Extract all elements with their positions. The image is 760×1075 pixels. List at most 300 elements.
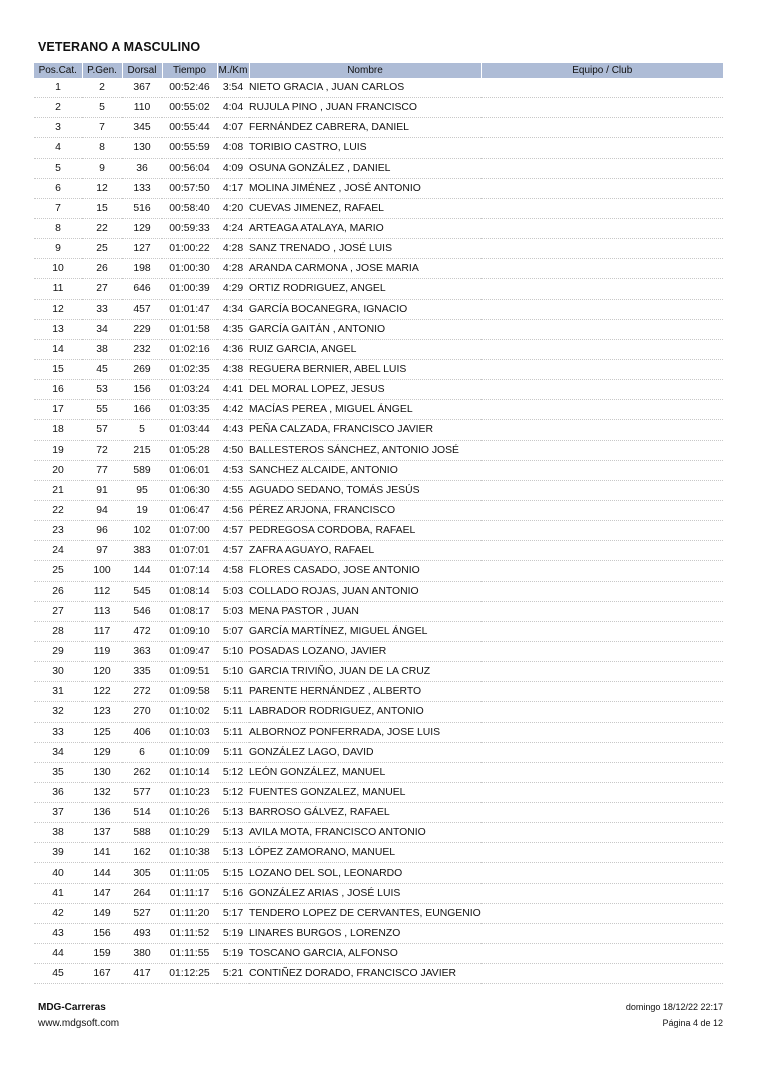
cell-ritmo: 5:19 bbox=[217, 944, 249, 964]
cell-dorsal: 269 bbox=[122, 359, 162, 379]
cell-equipo bbox=[481, 581, 723, 601]
cell-nombre: FUENTES GONZALEZ, MANUEL bbox=[249, 782, 481, 802]
cell-tiempo: 01:10:02 bbox=[162, 702, 217, 722]
cell-pos-cat: 44 bbox=[34, 944, 82, 964]
cell-nombre: GARCÍA GAITÁN , ANTONIO bbox=[249, 319, 481, 339]
cell-pos-gen: 77 bbox=[82, 460, 122, 480]
cell-pos-cat: 30 bbox=[34, 662, 82, 682]
cell-equipo bbox=[481, 863, 723, 883]
table-row bbox=[34, 722, 723, 742]
cell-pos-gen: 136 bbox=[82, 803, 122, 823]
cell-dorsal: 95 bbox=[122, 480, 162, 500]
cell-ritmo: 4:41 bbox=[217, 380, 249, 400]
table-row bbox=[34, 259, 723, 279]
cell-pos-gen: 2 bbox=[82, 78, 122, 98]
cell-tiempo: 01:02:16 bbox=[162, 339, 217, 359]
cell-pos-cat: 7 bbox=[34, 198, 82, 218]
cell-pos-cat: 22 bbox=[34, 500, 82, 520]
cell-nombre: PEDREGOSA CORDOBA, RAFAEL bbox=[249, 521, 481, 541]
cell-nombre: MACÍAS PEREA , MIGUEL ÁNGEL bbox=[249, 400, 481, 420]
table-row bbox=[34, 903, 723, 923]
cell-nombre: ARTEAGA ATALAYA, MARIO bbox=[249, 218, 481, 238]
cell-equipo bbox=[481, 621, 723, 641]
table-row bbox=[34, 541, 723, 561]
cell-equipo bbox=[481, 420, 723, 440]
cell-pos-gen: 15 bbox=[82, 198, 122, 218]
cell-ritmo: 4:29 bbox=[217, 279, 249, 299]
table-row bbox=[34, 319, 723, 339]
cell-dorsal: 110 bbox=[122, 98, 162, 118]
cell-pos-gen: 55 bbox=[82, 400, 122, 420]
cell-pos-cat: 42 bbox=[34, 903, 82, 923]
cell-ritmo: 5:19 bbox=[217, 923, 249, 943]
cell-equipo bbox=[481, 843, 723, 863]
cell-pos-gen: 22 bbox=[82, 218, 122, 238]
cell-tiempo: 01:10:38 bbox=[162, 843, 217, 863]
table-row bbox=[34, 158, 723, 178]
table-row bbox=[34, 641, 723, 661]
cell-pos-gen: 125 bbox=[82, 722, 122, 742]
cell-dorsal: 262 bbox=[122, 762, 162, 782]
cell-nombre: TORIBIO CASTRO, LUIS bbox=[249, 138, 481, 158]
cell-pos-cat: 33 bbox=[34, 722, 82, 742]
cell-pos-cat: 21 bbox=[34, 480, 82, 500]
cell-ritmo: 5:03 bbox=[217, 581, 249, 601]
cell-tiempo: 01:06:01 bbox=[162, 460, 217, 480]
cell-dorsal: 129 bbox=[122, 218, 162, 238]
cell-nombre: LABRADOR RODRIGUEZ, ANTONIO bbox=[249, 702, 481, 722]
cell-tiempo: 01:03:44 bbox=[162, 420, 217, 440]
table-row bbox=[34, 78, 723, 98]
results-table bbox=[34, 63, 723, 984]
table-row bbox=[34, 279, 723, 299]
cell-equipo bbox=[481, 178, 723, 198]
cell-equipo bbox=[481, 702, 723, 722]
cell-dorsal: 102 bbox=[122, 521, 162, 541]
category-title: VETERANO A MASCULINO bbox=[38, 40, 201, 54]
cell-ritmo: 5:11 bbox=[217, 722, 249, 742]
cell-ritmo: 4:57 bbox=[217, 521, 249, 541]
cell-ritmo: 4:42 bbox=[217, 400, 249, 420]
cell-dorsal: 527 bbox=[122, 903, 162, 923]
cell-nombre: FERNÁNDEZ CABRERA, DANIEL bbox=[249, 118, 481, 138]
cell-dorsal: 264 bbox=[122, 883, 162, 903]
cell-equipo bbox=[481, 158, 723, 178]
cell-pos-gen: 156 bbox=[82, 923, 122, 943]
cell-ritmo: 4:34 bbox=[217, 299, 249, 319]
cell-pos-gen: 141 bbox=[82, 843, 122, 863]
cell-nombre: REGUERA BERNIER, ABEL LUIS bbox=[249, 359, 481, 379]
cell-ritmo: 5:17 bbox=[217, 903, 249, 923]
cell-dorsal: 380 bbox=[122, 944, 162, 964]
cell-ritmo: 5:10 bbox=[217, 662, 249, 682]
cell-ritmo: 4:58 bbox=[217, 561, 249, 581]
cell-pos-cat: 26 bbox=[34, 581, 82, 601]
cell-equipo bbox=[481, 218, 723, 238]
cell-equipo bbox=[481, 259, 723, 279]
table-row bbox=[34, 339, 723, 359]
cell-pos-cat: 5 bbox=[34, 158, 82, 178]
cell-pos-gen: 112 bbox=[82, 581, 122, 601]
cell-ritmo: 5:03 bbox=[217, 601, 249, 621]
cell-ritmo: 4:53 bbox=[217, 460, 249, 480]
cell-dorsal: 417 bbox=[122, 964, 162, 984]
table-row bbox=[34, 803, 723, 823]
table-row bbox=[34, 359, 723, 379]
cell-ritmo: 5:11 bbox=[217, 742, 249, 762]
table-row bbox=[34, 581, 723, 601]
cell-ritmo: 4:28 bbox=[217, 259, 249, 279]
cell-pos-gen: 100 bbox=[82, 561, 122, 581]
cell-dorsal: 5 bbox=[122, 420, 162, 440]
cell-pos-gen: 119 bbox=[82, 641, 122, 661]
cell-nombre: GONZÁLEZ LAGO, DAVID bbox=[249, 742, 481, 762]
table-row bbox=[34, 621, 723, 641]
cell-tiempo: 00:55:02 bbox=[162, 98, 217, 118]
cell-ritmo: 4:57 bbox=[217, 541, 249, 561]
table-row bbox=[34, 380, 723, 400]
cell-ritmo: 5:10 bbox=[217, 641, 249, 661]
cell-tiempo: 01:11:17 bbox=[162, 883, 217, 903]
cell-tiempo: 01:05:28 bbox=[162, 440, 217, 460]
cell-pos-gen: 5 bbox=[82, 98, 122, 118]
cell-tiempo: 01:06:30 bbox=[162, 480, 217, 500]
cell-equipo bbox=[481, 662, 723, 682]
cell-pos-gen: 159 bbox=[82, 944, 122, 964]
cell-ritmo: 4:56 bbox=[217, 500, 249, 520]
cell-pos-cat: 45 bbox=[34, 964, 82, 984]
cell-dorsal: 345 bbox=[122, 118, 162, 138]
table-row bbox=[34, 239, 723, 259]
cell-nombre: TENDERO LOPEZ DE CERVANTES, EUNGENIO bbox=[249, 903, 481, 923]
cell-equipo bbox=[481, 762, 723, 782]
cell-dorsal: 162 bbox=[122, 843, 162, 863]
cell-nombre: GONZÁLEZ ARIAS , JOSÉ LUIS bbox=[249, 883, 481, 903]
footer-website: www.mdgsoft.com bbox=[38, 1018, 120, 1029]
table-row bbox=[34, 198, 723, 218]
cell-dorsal: 363 bbox=[122, 641, 162, 661]
cell-dorsal: 36 bbox=[122, 158, 162, 178]
table-row bbox=[34, 138, 723, 158]
cell-equipo bbox=[481, 440, 723, 460]
cell-pos-gen: 12 bbox=[82, 178, 122, 198]
cell-tiempo: 01:09:51 bbox=[162, 662, 217, 682]
cell-pos-cat: 13 bbox=[34, 319, 82, 339]
cell-ritmo: 5:15 bbox=[217, 863, 249, 883]
table-row bbox=[34, 460, 723, 480]
cell-tiempo: 01:11:55 bbox=[162, 944, 217, 964]
cell-pos-cat: 29 bbox=[34, 641, 82, 661]
cell-pos-gen: 8 bbox=[82, 138, 122, 158]
cell-ritmo: 4:38 bbox=[217, 359, 249, 379]
table-row bbox=[34, 601, 723, 621]
table-row bbox=[34, 682, 723, 702]
cell-equipo bbox=[481, 883, 723, 903]
cell-equipo bbox=[481, 480, 723, 500]
cell-tiempo: 01:10:23 bbox=[162, 782, 217, 802]
cell-nombre: RUJULA PINO , JUAN FRANCISCO bbox=[249, 98, 481, 118]
cell-tiempo: 01:08:14 bbox=[162, 581, 217, 601]
cell-tiempo: 01:03:24 bbox=[162, 380, 217, 400]
cell-pos-cat: 35 bbox=[34, 762, 82, 782]
cell-equipo bbox=[481, 279, 723, 299]
cell-pos-cat: 34 bbox=[34, 742, 82, 762]
cell-pos-gen: 53 bbox=[82, 380, 122, 400]
cell-nombre: LEÓN GONZÁLEZ, MANUEL bbox=[249, 762, 481, 782]
cell-tiempo: 00:56:04 bbox=[162, 158, 217, 178]
cell-equipo bbox=[481, 400, 723, 420]
footer-date: domingo 18/12/22 22:17 bbox=[625, 1002, 723, 1012]
cell-dorsal: 127 bbox=[122, 239, 162, 259]
cell-dorsal: 646 bbox=[122, 279, 162, 299]
cell-nombre: FLORES CASADO, JOSE ANTONIO bbox=[249, 561, 481, 581]
results-body bbox=[34, 78, 723, 984]
cell-equipo bbox=[481, 198, 723, 218]
table-row bbox=[34, 762, 723, 782]
cell-equipo bbox=[481, 500, 723, 520]
table-row bbox=[34, 662, 723, 682]
table-row bbox=[34, 500, 723, 520]
cell-tiempo: 01:03:35 bbox=[162, 400, 217, 420]
cell-ritmo: 4:07 bbox=[217, 118, 249, 138]
cell-pos-gen: 25 bbox=[82, 239, 122, 259]
cell-pos-cat: 17 bbox=[34, 400, 82, 420]
table-row bbox=[34, 480, 723, 500]
cell-ritmo: 4:50 bbox=[217, 440, 249, 460]
cell-tiempo: 01:00:30 bbox=[162, 259, 217, 279]
cell-pos-cat: 1 bbox=[34, 78, 82, 98]
cell-equipo bbox=[481, 239, 723, 259]
cell-pos-gen: 7 bbox=[82, 118, 122, 138]
table-row bbox=[34, 944, 723, 964]
cell-tiempo: 01:00:22 bbox=[162, 239, 217, 259]
table-row bbox=[34, 561, 723, 581]
cell-pos-cat: 15 bbox=[34, 359, 82, 379]
cell-pos-cat: 18 bbox=[34, 420, 82, 440]
table-row bbox=[34, 843, 723, 863]
cell-pos-cat: 36 bbox=[34, 782, 82, 802]
cell-tiempo: 01:07:00 bbox=[162, 521, 217, 541]
cell-equipo bbox=[481, 722, 723, 742]
cell-pos-gen: 123 bbox=[82, 702, 122, 722]
cell-ritmo: 4:17 bbox=[217, 178, 249, 198]
cell-pos-cat: 40 bbox=[34, 863, 82, 883]
cell-tiempo: 01:11:52 bbox=[162, 923, 217, 943]
cell-nombre: PÉREZ ARJONA, FRANCISCO bbox=[249, 500, 481, 520]
cell-ritmo: 5:21 bbox=[217, 964, 249, 984]
cell-nombre: ORTIZ RODRIGUEZ, ANGEL bbox=[249, 279, 481, 299]
cell-ritmo: 5:13 bbox=[217, 843, 249, 863]
cell-ritmo: 4:43 bbox=[217, 420, 249, 440]
cell-ritmo: 4:55 bbox=[217, 480, 249, 500]
cell-tiempo: 01:10:29 bbox=[162, 823, 217, 843]
cell-dorsal: 457 bbox=[122, 299, 162, 319]
cell-pos-gen: 96 bbox=[82, 521, 122, 541]
cell-pos-gen: 9 bbox=[82, 158, 122, 178]
cell-equipo bbox=[481, 641, 723, 661]
cell-nombre: ARANDA CARMONA , JOSE MARIA bbox=[249, 259, 481, 279]
cell-dorsal: 229 bbox=[122, 319, 162, 339]
cell-tiempo: 00:55:44 bbox=[162, 118, 217, 138]
cell-ritmo: 5:11 bbox=[217, 682, 249, 702]
cell-dorsal: 272 bbox=[122, 682, 162, 702]
cell-tiempo: 01:12:25 bbox=[162, 964, 217, 984]
table-row bbox=[34, 823, 723, 843]
cell-nombre: CUEVAS JIMENEZ, RAFAEL bbox=[249, 198, 481, 218]
table-row bbox=[34, 218, 723, 238]
cell-ritmo: 5:11 bbox=[217, 702, 249, 722]
cell-equipo bbox=[481, 782, 723, 802]
table-row bbox=[34, 923, 723, 943]
cell-dorsal: 514 bbox=[122, 803, 162, 823]
col-header-nombre: Nombre bbox=[249, 63, 481, 78]
col-header-equipo: Equipo / Club bbox=[481, 63, 723, 78]
table-row bbox=[34, 178, 723, 198]
cell-equipo bbox=[481, 339, 723, 359]
cell-dorsal: 406 bbox=[122, 722, 162, 742]
cell-equipo bbox=[481, 521, 723, 541]
cell-pos-cat: 11 bbox=[34, 279, 82, 299]
cell-pos-gen: 147 bbox=[82, 883, 122, 903]
cell-nombre: ZAFRA AGUAYO, RAFAEL bbox=[249, 541, 481, 561]
cell-pos-gen: 167 bbox=[82, 964, 122, 984]
cell-pos-cat: 24 bbox=[34, 541, 82, 561]
cell-dorsal: 545 bbox=[122, 581, 162, 601]
cell-pos-cat: 8 bbox=[34, 218, 82, 238]
cell-tiempo: 00:59:33 bbox=[162, 218, 217, 238]
cell-tiempo: 01:08:17 bbox=[162, 601, 217, 621]
cell-pos-gen: 117 bbox=[82, 621, 122, 641]
cell-pos-cat: 23 bbox=[34, 521, 82, 541]
cell-ritmo: 3:54 bbox=[217, 78, 249, 98]
cell-pos-gen: 122 bbox=[82, 682, 122, 702]
table-row bbox=[34, 521, 723, 541]
cell-ritmo: 4:28 bbox=[217, 239, 249, 259]
cell-tiempo: 01:10:03 bbox=[162, 722, 217, 742]
table-row bbox=[34, 964, 723, 984]
cell-ritmo: 4:35 bbox=[217, 319, 249, 339]
cell-pos-cat: 2 bbox=[34, 98, 82, 118]
cell-pos-cat: 3 bbox=[34, 118, 82, 138]
cell-nombre: NIETO GRACIA , JUAN CARLOS bbox=[249, 78, 481, 98]
cell-tiempo: 01:10:09 bbox=[162, 742, 217, 762]
cell-pos-cat: 12 bbox=[34, 299, 82, 319]
cell-dorsal: 472 bbox=[122, 621, 162, 641]
cell-ritmo: 5:13 bbox=[217, 803, 249, 823]
cell-pos-cat: 31 bbox=[34, 682, 82, 702]
cell-pos-cat: 25 bbox=[34, 561, 82, 581]
cell-dorsal: 589 bbox=[122, 460, 162, 480]
cell-equipo bbox=[481, 118, 723, 138]
cell-pos-cat: 10 bbox=[34, 259, 82, 279]
cell-pos-cat: 19 bbox=[34, 440, 82, 460]
cell-pos-gen: 97 bbox=[82, 541, 122, 561]
cell-nombre: GARCIA TRIVIÑO, JUAN DE LA CRUZ bbox=[249, 662, 481, 682]
cell-pos-cat: 41 bbox=[34, 883, 82, 903]
table-row bbox=[34, 299, 723, 319]
col-header-pos-cat: Pos.Cat. bbox=[34, 63, 82, 78]
cell-ritmo: 4:08 bbox=[217, 138, 249, 158]
cell-nombre: GARCÍA MARTÍNEZ, MIGUEL ÁNGEL bbox=[249, 621, 481, 641]
cell-pos-gen: 33 bbox=[82, 299, 122, 319]
cell-tiempo: 01:07:01 bbox=[162, 541, 217, 561]
cell-nombre: COLLADO ROJAS, JUAN ANTONIO bbox=[249, 581, 481, 601]
cell-equipo bbox=[481, 923, 723, 943]
cell-ritmo: 4:24 bbox=[217, 218, 249, 238]
cell-pos-gen: 27 bbox=[82, 279, 122, 299]
cell-pos-cat: 38 bbox=[34, 823, 82, 843]
cell-equipo bbox=[481, 682, 723, 702]
cell-nombre: GARCÍA BOCANEGRA, IGNACIO bbox=[249, 299, 481, 319]
cell-pos-gen: 149 bbox=[82, 903, 122, 923]
cell-nombre: TOSCANO GARCIA, ALFONSO bbox=[249, 944, 481, 964]
cell-ritmo: 5:13 bbox=[217, 823, 249, 843]
col-header-ritmo: M./Km bbox=[218, 65, 248, 76]
cell-equipo bbox=[481, 319, 723, 339]
cell-pos-cat: 20 bbox=[34, 460, 82, 480]
cell-dorsal: 577 bbox=[122, 782, 162, 802]
cell-equipo bbox=[481, 299, 723, 319]
table-row bbox=[34, 440, 723, 460]
cell-tiempo: 01:06:47 bbox=[162, 500, 217, 520]
cell-dorsal: 130 bbox=[122, 138, 162, 158]
cell-tiempo: 01:02:35 bbox=[162, 359, 217, 379]
cell-dorsal: 367 bbox=[122, 78, 162, 98]
col-header-tiempo: Tiempo bbox=[162, 63, 217, 78]
cell-tiempo: 01:07:14 bbox=[162, 561, 217, 581]
cell-dorsal: 198 bbox=[122, 259, 162, 279]
cell-nombre: MENA PASTOR , JUAN bbox=[249, 601, 481, 621]
cell-tiempo: 01:00:39 bbox=[162, 279, 217, 299]
cell-nombre: SANZ TRENADO , JOSÉ LUIS bbox=[249, 239, 481, 259]
cell-pos-cat: 16 bbox=[34, 380, 82, 400]
cell-tiempo: 00:57:50 bbox=[162, 178, 217, 198]
cell-tiempo: 01:10:26 bbox=[162, 803, 217, 823]
cell-ritmo: 4:20 bbox=[217, 198, 249, 218]
cell-tiempo: 01:09:10 bbox=[162, 621, 217, 641]
cell-pos-gen: 91 bbox=[82, 480, 122, 500]
cell-nombre: ALBORNOZ PONFERRADA, JOSE LUIS bbox=[249, 722, 481, 742]
table-row bbox=[34, 883, 723, 903]
cell-pos-gen: 94 bbox=[82, 500, 122, 520]
cell-nombre: PARENTE HERNÁNDEZ , ALBERTO bbox=[249, 682, 481, 702]
cell-nombre: PEÑA CALZADA, FRANCISCO JAVIER bbox=[249, 420, 481, 440]
cell-nombre: BARROSO GÁLVEZ, RAFAEL bbox=[249, 803, 481, 823]
cell-equipo bbox=[481, 601, 723, 621]
cell-tiempo: 00:52:46 bbox=[162, 78, 217, 98]
cell-equipo bbox=[481, 742, 723, 762]
cell-tiempo: 01:09:47 bbox=[162, 641, 217, 661]
cell-pos-cat: 14 bbox=[34, 339, 82, 359]
cell-equipo bbox=[481, 359, 723, 379]
table-row bbox=[34, 782, 723, 802]
cell-nombre: DEL MORAL LOPEZ, JESUS bbox=[249, 380, 481, 400]
table-row bbox=[34, 702, 723, 722]
cell-nombre: SANCHEZ ALCAIDE, ANTONIO bbox=[249, 460, 481, 480]
cell-tiempo: 01:01:58 bbox=[162, 319, 217, 339]
cell-equipo bbox=[481, 380, 723, 400]
cell-dorsal: 588 bbox=[122, 823, 162, 843]
cell-pos-cat: 39 bbox=[34, 843, 82, 863]
cell-nombre: MOLINA JIMÉNEZ , JOSÉ ANTONIO bbox=[249, 178, 481, 198]
cell-dorsal: 232 bbox=[122, 339, 162, 359]
cell-tiempo: 01:11:20 bbox=[162, 903, 217, 923]
cell-nombre: LINARES BURGOS , LORENZO bbox=[249, 923, 481, 943]
col-header-dorsal: Dorsal bbox=[122, 63, 162, 78]
cell-dorsal: 133 bbox=[122, 178, 162, 198]
cell-tiempo: 01:01:47 bbox=[162, 299, 217, 319]
cell-pos-gen: 132 bbox=[82, 782, 122, 802]
